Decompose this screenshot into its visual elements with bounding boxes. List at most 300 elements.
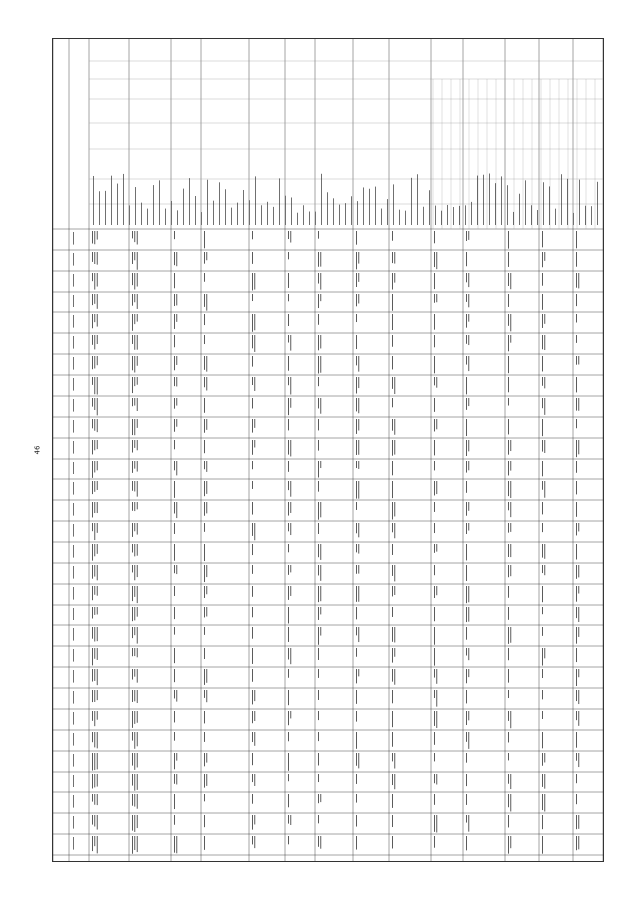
cell-text (204, 732, 205, 742)
cell-text (510, 481, 511, 498)
cell-text (508, 294, 509, 307)
cell-text (97, 252, 98, 265)
cell-text (576, 356, 577, 365)
cell-text (358, 356, 359, 372)
cell-text (206, 419, 207, 430)
header-text (153, 185, 154, 225)
cell-text (318, 523, 319, 534)
cell-text (206, 753, 207, 763)
header-text (225, 189, 226, 225)
cell-text (252, 836, 253, 844)
cell-text (288, 836, 289, 844)
cell-text (132, 481, 133, 491)
cell-text (466, 815, 467, 823)
cell-text (176, 419, 177, 427)
cell-text (174, 461, 175, 470)
header-text (555, 209, 556, 225)
cell-text (134, 607, 135, 620)
header-text (369, 189, 370, 225)
cell-text (92, 314, 93, 328)
header-text (411, 178, 412, 225)
cell-text (544, 398, 545, 415)
cell-text (254, 314, 255, 330)
cell-text (254, 335, 255, 352)
cell-text (510, 335, 511, 343)
cell-text (252, 461, 253, 469)
cell-text (576, 231, 577, 248)
row-label-text (73, 232, 74, 245)
cell-text (468, 815, 469, 832)
cell-text (468, 586, 469, 602)
header-text (537, 210, 538, 225)
cell-text (576, 419, 577, 428)
cell-text (94, 314, 95, 322)
header-text (129, 205, 130, 225)
cell-text (508, 711, 509, 721)
cell-text (92, 502, 93, 517)
cell-text (436, 815, 437, 832)
cell-text (392, 294, 393, 311)
cell-text (542, 398, 543, 408)
cell-text (137, 252, 138, 270)
row-label-text (73, 462, 74, 474)
cell-text (392, 607, 393, 617)
row-label-text (73, 482, 74, 495)
cell-text (94, 586, 95, 595)
cell-text (174, 544, 175, 561)
cell-text (508, 335, 509, 351)
cell-text (466, 440, 467, 456)
cell-text (94, 732, 95, 747)
cell-text (542, 419, 543, 436)
cell-text (204, 419, 205, 433)
cell-text (204, 753, 205, 766)
cell-text (176, 753, 177, 761)
header-text (309, 211, 310, 225)
cell-text (468, 711, 469, 720)
header-text (195, 196, 196, 225)
cell-text (392, 753, 393, 761)
cell-text (174, 836, 175, 853)
cell-text (204, 648, 205, 659)
cell-text (176, 774, 177, 784)
cell-text (466, 398, 467, 410)
cell-text (134, 252, 135, 260)
cell-text (252, 753, 253, 765)
cell-text (134, 273, 135, 290)
cell-text (392, 711, 393, 727)
cell-text (206, 356, 207, 372)
cell-text (356, 440, 357, 455)
cell-text (392, 774, 393, 785)
cell-text (356, 419, 357, 434)
row-label-text (73, 608, 74, 620)
cell-text (468, 607, 469, 622)
cell-text (134, 440, 135, 448)
cell-text (356, 398, 357, 411)
cell-text (578, 815, 579, 829)
cell-text (206, 461, 207, 472)
cell-text (578, 523, 579, 531)
cell-text (254, 711, 255, 721)
cell-text (510, 273, 511, 289)
cell-text (544, 481, 545, 498)
cell-text (206, 586, 207, 594)
cell-text (356, 586, 357, 602)
header-text (339, 205, 340, 225)
cell-text (92, 836, 93, 851)
cell-text (318, 294, 319, 308)
row-label-text (73, 649, 74, 662)
cell-text (288, 565, 289, 575)
cell-text (320, 836, 321, 849)
cell-text (134, 732, 135, 749)
cell-text (252, 815, 253, 830)
cell-text (542, 690, 543, 699)
cell-text (320, 294, 321, 301)
cell-text (176, 398, 177, 406)
header-text (561, 174, 562, 225)
cell-text (576, 669, 577, 686)
cell-text (137, 753, 138, 767)
cell-text (97, 794, 98, 805)
cell-text (92, 586, 93, 600)
cell-text (356, 461, 357, 468)
cell-text (318, 398, 319, 408)
cell-text (434, 544, 435, 553)
cell-text (576, 377, 577, 392)
cell-text (134, 294, 135, 302)
cell-text (94, 356, 95, 368)
cell-text (510, 440, 511, 451)
cell-text (137, 502, 138, 509)
cell-text (356, 648, 357, 657)
cell-text (468, 440, 469, 451)
cell-text (176, 252, 177, 266)
cell-text (204, 607, 205, 617)
cell-text (134, 335, 135, 350)
cell-text (508, 544, 509, 557)
cell-text (466, 419, 467, 436)
cell-text (94, 607, 95, 615)
cell-text (204, 294, 205, 307)
cell-text (466, 648, 467, 656)
header-text (357, 201, 358, 225)
cell-text (320, 794, 321, 802)
header-text (465, 205, 466, 225)
header-text (405, 211, 406, 225)
cell-text (542, 774, 543, 787)
cell-text (137, 544, 138, 556)
cell-text (288, 523, 289, 531)
cell-text (97, 231, 98, 240)
cell-text (544, 565, 545, 575)
cell-text (466, 836, 467, 850)
cell-text (137, 669, 138, 683)
header-text (549, 186, 550, 225)
header-text (513, 212, 514, 225)
cell-text (252, 377, 253, 385)
cell-text (434, 523, 435, 533)
cell-text (252, 711, 253, 723)
header-text (285, 196, 286, 225)
header-text (177, 210, 178, 225)
cell-text (134, 565, 135, 580)
cell-text (97, 711, 98, 720)
cell-text (252, 586, 253, 597)
cell-text (132, 440, 133, 453)
cell-text (510, 461, 511, 471)
cell-text (358, 419, 359, 431)
cell-text (174, 732, 175, 741)
cell-text (394, 523, 395, 538)
cell-text (176, 294, 177, 305)
cell-text (542, 461, 543, 476)
cell-text (358, 544, 359, 554)
cell-text (394, 377, 395, 394)
cell-text (436, 544, 437, 552)
cell-text (97, 377, 98, 395)
cell-text (288, 398, 289, 415)
cell-text (92, 523, 93, 531)
header-text (213, 201, 214, 225)
cell-text (94, 461, 95, 472)
cell-text (94, 627, 95, 641)
header-text (399, 210, 400, 225)
cell-text (137, 314, 138, 322)
cell-text (508, 627, 509, 644)
row-label-text (73, 837, 74, 850)
cell-text (132, 711, 133, 728)
cell-text (97, 294, 98, 309)
cell-text (466, 669, 467, 683)
header-text (201, 212, 202, 225)
header-text (147, 209, 148, 225)
cell-text (288, 419, 289, 430)
cell-text (466, 294, 467, 302)
cell-text (510, 794, 511, 811)
row-label-text (73, 775, 74, 787)
cell-text (508, 753, 509, 760)
cell-text (508, 586, 509, 598)
cell-text (132, 627, 133, 638)
cell-text (132, 314, 133, 331)
cell-text (94, 648, 95, 659)
cell-text (134, 774, 135, 791)
cell-text (94, 252, 95, 264)
cell-text (466, 273, 467, 282)
cell-text (254, 273, 255, 290)
cell-text (252, 669, 253, 682)
cell-text (137, 627, 138, 644)
cell-text (92, 669, 93, 682)
cell-text (468, 398, 469, 406)
cell-text (97, 815, 98, 830)
header-text (297, 213, 298, 225)
cell-text (542, 314, 543, 328)
cell-text (508, 461, 509, 475)
cell-text (356, 607, 357, 619)
cell-text (290, 502, 291, 513)
cell-text (204, 440, 205, 453)
row-label-text (73, 816, 74, 829)
cell-text (508, 314, 509, 326)
header-text (429, 190, 430, 225)
cell-text (320, 586, 321, 601)
cell-text (252, 335, 253, 348)
cell-text (434, 419, 435, 431)
cell-text (578, 753, 579, 767)
cell-text (356, 523, 357, 533)
cell-text (174, 586, 175, 596)
cell-text (508, 252, 509, 267)
cell-text (394, 273, 395, 283)
cell-text (436, 419, 437, 429)
cell-text (97, 607, 98, 614)
cell-text (318, 711, 319, 720)
cell-text (288, 711, 289, 725)
cell-text (466, 690, 467, 703)
cell-text (97, 690, 98, 700)
cell-text (92, 711, 93, 721)
cell-text (92, 690, 93, 702)
cell-text (542, 607, 543, 614)
cell-text (97, 419, 98, 432)
cell-text (204, 627, 205, 635)
cell-text (542, 544, 543, 558)
cell-text (394, 774, 395, 789)
cell-text (468, 231, 469, 240)
header-text (579, 180, 580, 225)
header-text (489, 173, 490, 225)
cell-text (290, 648, 291, 664)
cell-text (176, 836, 177, 853)
cell-text (132, 794, 133, 806)
cell-text (356, 753, 357, 766)
cell-text (252, 481, 253, 489)
cell-text (174, 794, 175, 809)
cell-text (174, 690, 175, 698)
cell-text (466, 607, 467, 622)
cell-text (510, 523, 511, 532)
cell-text (94, 502, 95, 513)
cell-text (290, 711, 291, 718)
cell-text (508, 398, 509, 406)
cell-text (542, 252, 543, 267)
cell-text (174, 335, 175, 347)
cell-text (392, 544, 393, 555)
cell-text (358, 481, 359, 499)
cell-text (254, 836, 255, 848)
cell-text (542, 711, 543, 719)
cell-text (320, 273, 321, 290)
cell-text (508, 836, 509, 854)
cell-text (468, 648, 469, 660)
cell-text (576, 586, 577, 602)
header-text (387, 199, 388, 225)
cell-text (542, 440, 543, 452)
cell-text (174, 502, 175, 514)
cell-text (468, 335, 469, 345)
row-label-text (73, 399, 74, 412)
cell-text (174, 753, 175, 769)
cell-text (134, 419, 135, 435)
cell-text (134, 648, 135, 656)
cell-text (92, 440, 93, 454)
cell-text (576, 690, 577, 701)
cell-text (137, 732, 138, 746)
cell-text (508, 440, 509, 455)
cell-text (318, 627, 319, 645)
header-text (447, 205, 448, 225)
cell-text (576, 398, 577, 411)
cell-text (132, 586, 133, 601)
cell-text (174, 669, 175, 682)
cell-text (206, 252, 207, 260)
cell-text (392, 461, 393, 475)
cell-text (97, 356, 98, 365)
cell-text (576, 481, 577, 494)
header-text (441, 211, 442, 225)
header-text (507, 185, 508, 225)
cell-text (392, 815, 393, 827)
cell-text (204, 377, 205, 387)
cell-text (436, 586, 437, 595)
cell-text (204, 565, 205, 582)
cell-text (576, 607, 577, 618)
cell-text (318, 690, 319, 700)
cell-text (356, 377, 357, 394)
cell-text (97, 523, 98, 533)
header-text (279, 178, 280, 225)
cell-text (92, 481, 93, 494)
cell-text (466, 481, 467, 493)
cell-text (510, 627, 511, 643)
cell-text (92, 294, 93, 305)
cell-text (578, 440, 579, 454)
cell-text (318, 356, 319, 374)
cell-text (254, 440, 255, 447)
cell-text (132, 774, 133, 786)
header-text (219, 182, 220, 225)
cell-text (132, 836, 133, 854)
cell-text (174, 711, 175, 722)
row-label-text (73, 315, 74, 328)
cell-text (174, 314, 175, 329)
cell-text (137, 398, 138, 411)
cell-text (358, 252, 359, 264)
cell-text (288, 294, 289, 301)
cell-text (174, 356, 175, 370)
cell-text (392, 523, 393, 532)
cell-text (92, 753, 93, 771)
cell-text (92, 774, 93, 788)
cell-text (578, 711, 579, 726)
cell-text (288, 502, 289, 516)
cell-text (288, 586, 289, 600)
cell-text (206, 377, 207, 390)
cell-text (436, 481, 437, 494)
cell-text (508, 669, 509, 683)
cell-text (94, 523, 95, 540)
cell-text (137, 356, 138, 366)
cell-text (134, 627, 135, 635)
cell-text (356, 252, 357, 269)
cell-text (204, 252, 205, 264)
cell-text (134, 356, 135, 372)
cell-text (542, 231, 543, 247)
cell-text (468, 356, 469, 371)
